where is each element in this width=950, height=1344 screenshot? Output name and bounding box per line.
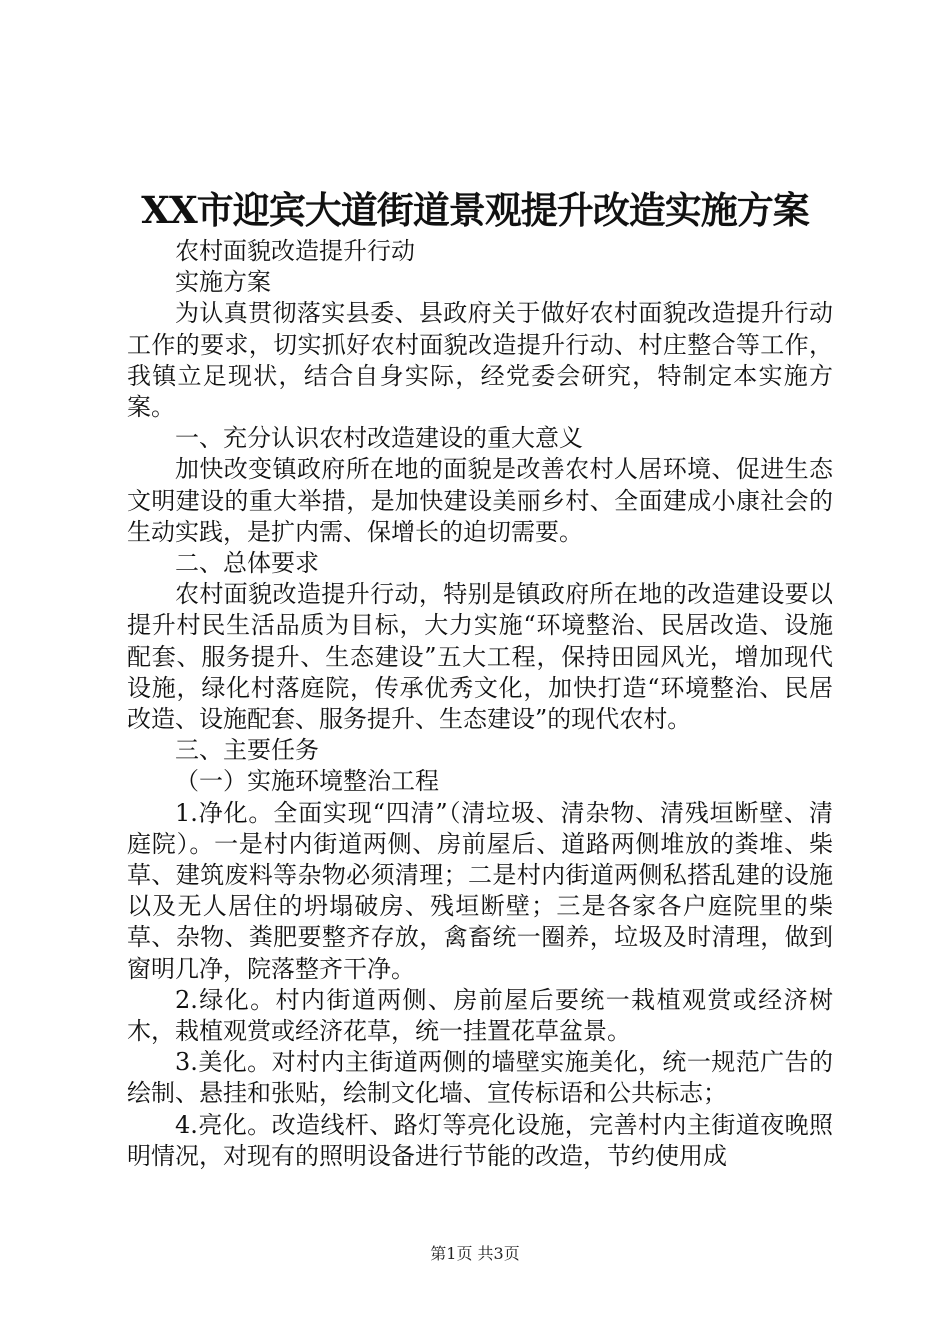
section-heading-1: 一、充分认识农村改造建设的重大意义 [175, 424, 583, 453]
section-heading-2: 二、总体要求 [175, 549, 319, 578]
paragraph-requirements: 农村面貌改造提升行动，特别是镇政府所在地的改造建设要以提升村民生活品质为目标，大力实施“环境整治、民居改造、设施配套、服务提升、生态建设”五大工程，保持田园风光，增加现代设施，绿化村落庭院，传承优秀文化，加快打造“环境整治、民居改造、设施配套、服务提升、生态建设”的现代农村。 [127, 580, 833, 734]
document-title: XX市迎宾大道街道景观提升改造实施方案 [141, 188, 809, 232]
paragraph-subtitle-plan: 实施方案 [175, 268, 271, 297]
paragraph-task-beautify: 3.美化。对村内主街道两侧的墙壁实施美化，统一规范广告的绘制、悬挂和张贴，绘制文化墙、宣传标语和公共标志； [127, 1048, 833, 1108]
paragraph-task-purify: 1.净化。全面实现“四清”（清垃圾、清杂物、清残垣断壁、清庭院）。一是村内街道两侧、房前屋后、道路两侧堆放的粪堆、柴草、建筑废料等杂物必须清理；二是村内街道两侧私搭乱建的设施以及无人居住的坍塌破房、残垣断壁；三是各家各户庭院里的柴草、杂物、粪肥要整齐存放，禽畜统一圈养，垃圾及时清理，做到窗明几净，院落整齐干净。 [127, 798, 833, 983]
page-number-footer: 第1页 共3页 [430, 1244, 520, 1263]
paragraph-significance: 加快改变镇政府所在地的面貌是改善农村人居环境、促进生态文明建设的重大举措，是加快建设美丽乡村、全面建成小康社会的生动实践，是扩内需、保增长的迫切需要。 [127, 455, 833, 546]
document-body [127, 236, 833, 1172]
subsection-heading-1: （一）实施环境整治工程 [175, 767, 439, 796]
paragraph-task-greening: 2.绿化。村内街道两侧、房前屋后要统一栽植观赏或经济树木，栽植观赏或经济花草，统一挂置花草盆景。 [127, 985, 833, 1046]
paragraph-task-lighting: 4.亮化。改造线杆、路灯等亮化设施，完善村内主街道夜晚照明情况，对现有的照明设备进行节能的改造，节约使用成 [127, 1110, 833, 1170]
section-heading-3: 三、主要任务 [175, 736, 319, 765]
paragraph-intro: 为认真贯彻落实县委、县政府关于做好农村面貌改造提升行动工作的要求，切实抓好农村面貌改造提升行动、村庄整合等工作，我镇立足现状，结合自身实际，经党委会研究，特制定本实施方案。 [127, 299, 833, 422]
paragraph-subtitle-action: 农村面貌改造提升行动 [175, 237, 415, 265]
